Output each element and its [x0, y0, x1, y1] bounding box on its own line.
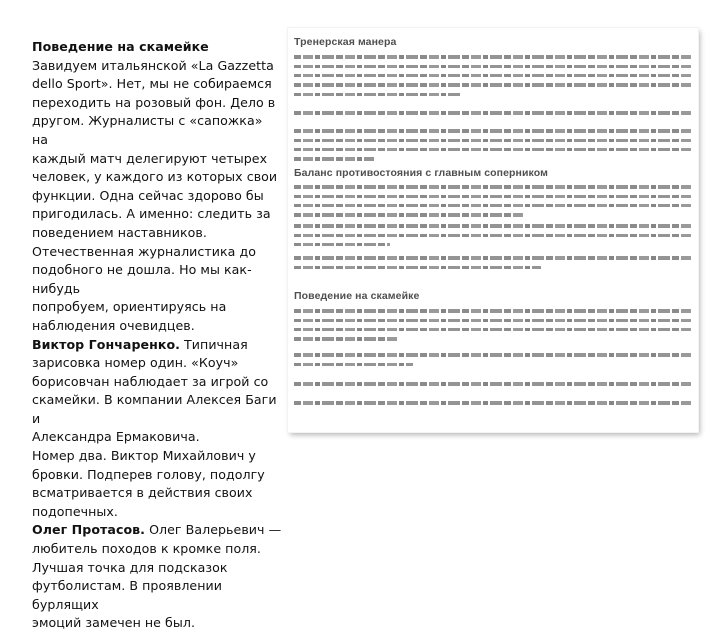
paragraph-line: наблюдения очевидцев.	[32, 317, 195, 333]
coach-name: Олег Протасов.	[32, 522, 146, 538]
paragraph-line: всматривается в действия своих	[32, 485, 253, 501]
thumbnail-text-line	[294, 154, 692, 163]
paragraph-line: скамейки. В компании Алексея Баги и	[32, 392, 277, 426]
paragraph-line: Номер два. Виктор Михайлович у	[32, 448, 256, 464]
paragraph-line: каждый матч делегируют четырех	[32, 150, 268, 166]
paragraph-line: любитель походов к кромке поля.	[32, 541, 261, 557]
paragraph-line: зарисовка номер один. «Коуч»	[32, 355, 239, 371]
paragraph-line: функции. Одна сейчас здорово бы	[32, 187, 264, 203]
paragraph-line: попробуем, ориентируясь на	[32, 299, 227, 315]
thumbnail-text-block	[294, 182, 692, 220]
thumbnail-text-line	[294, 221, 692, 230]
paragraph-line: Отечественная журналистика до	[32, 243, 256, 259]
thumbnail-text-line	[294, 253, 692, 262]
coach-entry-protasov	[32, 521, 282, 540]
thumbnail-text-block	[294, 221, 692, 249]
paragraph-line: эмоций замечен не был.	[32, 615, 195, 631]
thumbnail-text-block	[294, 398, 692, 407]
paragraph-line: dello Sport». Нет, мы не собираемся	[32, 76, 272, 92]
paragraph-line: переходить на розовый фон. Дело в	[32, 94, 276, 110]
paragraph-line: поведением наставников.	[32, 224, 207, 240]
thumbnail-text-line	[294, 61, 692, 70]
thumbnail-text-line	[294, 182, 692, 191]
thumbnail-text-block	[294, 52, 692, 99]
thumbnail-text-line	[294, 71, 692, 80]
thumbnail-text-line	[294, 191, 692, 200]
thumbnail-text-line	[294, 359, 692, 368]
thumbnail-text-line	[294, 90, 692, 99]
coach-name: Виктор Гончаренко.	[32, 336, 180, 352]
thumbnail-text-line	[294, 350, 692, 359]
thumbnail-text-line	[294, 306, 692, 315]
thumbnail-text-line	[294, 325, 692, 334]
thumbnail-text-line	[294, 230, 692, 239]
thumbnail-text-line	[294, 145, 692, 154]
thumbnail-text-block	[294, 253, 692, 272]
thumbnail-text-block	[294, 126, 692, 164]
thumbnail-text-block	[294, 108, 692, 117]
thumbnail-text-line	[294, 398, 692, 407]
paragraph-line: Завидуем итальянской «La Gazzetta	[32, 57, 274, 73]
thumbnail-text-line	[294, 262, 692, 271]
paragraph-line: подопечных.	[32, 503, 118, 519]
thumbnail-text-line	[294, 379, 692, 388]
source-page-thumbnail	[288, 28, 698, 432]
paragraph-line: пригодилась. А именно: следить за	[32, 206, 271, 222]
article-text-column	[32, 38, 282, 633]
thumbnail-text-line	[294, 334, 692, 343]
thumbnail-text-line	[294, 52, 692, 61]
section-heading: Поведение на скамейке	[32, 39, 209, 54]
thumbnail-text-line	[294, 201, 692, 210]
paragraph-line: подобного не дошла. Но мы как-нибудь	[32, 262, 252, 296]
paragraph-line: Олег Валерьевич —	[145, 522, 282, 538]
paragraph-line: футболистам. В проявлении бурлящих	[32, 578, 222, 612]
thumbnail-text-line	[294, 126, 692, 135]
paragraph-line: Лучшая точка для подсказок	[32, 559, 228, 575]
paragraph-line: другом. Журналисты с «сапожка» на	[32, 113, 263, 147]
coach-entry-goncharenko	[32, 336, 282, 355]
thumbnail-text-line	[294, 315, 692, 324]
paragraph-line: борисовчан наблюдает за игрой со	[32, 373, 269, 389]
paragraph-line: человек, у каждого из которых свои	[32, 169, 278, 185]
thumbnail-text-line	[294, 240, 692, 249]
thumbnail-section-title: Поведение на скамейке	[294, 290, 420, 302]
paragraph-line: бровки. Подперев голову, подолгу	[32, 466, 265, 482]
thumbnail-section-title: Баланс противостояния с главным соперником	[294, 167, 549, 179]
paragraph-line: Типичная	[180, 336, 248, 352]
thumbnail-section-title: Тренерская манера	[294, 36, 397, 48]
thumbnail-text-line	[294, 108, 692, 117]
thumbnail-text-line	[294, 135, 692, 144]
thumbnail-text-block	[294, 350, 692, 369]
thumbnail-text-line	[294, 80, 692, 89]
thumbnail-text-block	[294, 379, 692, 388]
paragraph-line: Александра Ермаковича.	[32, 429, 200, 445]
thumbnail-text-block	[294, 306, 692, 344]
thumbnail-text-line	[294, 210, 692, 219]
